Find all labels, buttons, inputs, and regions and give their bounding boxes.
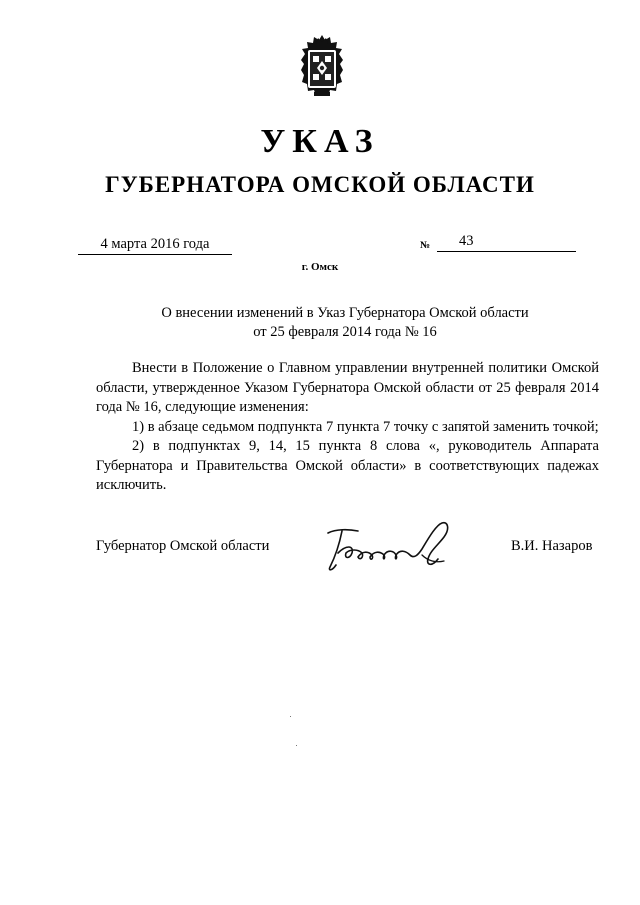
signatory-name: В.И. Назаров — [511, 538, 593, 554]
signatory-position: Губернатор Омской области — [96, 538, 270, 554]
document-subtitle: ГУБЕРНАТОРА ОМСКОЙ ОБЛАСТИ — [105, 172, 535, 197]
subject-line-1: О внесении изменений в Указ Губернатора Омской области — [161, 305, 529, 321]
body-paragraph: Внести в Положение о Главном управлении внутренней политики Омской области, утвержденное Указом Губернатора Омской области от 25 февраля 2014 года № 16, следующие изменения: — [96, 360, 599, 415]
document-date: 4 марта 2016 года — [78, 234, 232, 255]
document-subject — [0, 304, 640, 342]
subject-line-2: от 25 февраля 2014 года № 16 — [253, 324, 437, 340]
scan-speck — [290, 716, 291, 717]
document-number: 43 — [459, 233, 474, 249]
body-paragraph: 1) в абзаце седьмом подпункта 7 пункта 7 точку с запятой заменить точкой; — [132, 418, 599, 435]
coat-of-arms-emblem — [296, 34, 348, 102]
handwritten-signature — [318, 515, 468, 575]
document-number-field — [437, 231, 576, 252]
body-paragraph: 2) в подпунктах 9, 14, 15 пункта 8 слова «, руководитель Аппарата Губернатора и Правительства Омской области» в соответствующих падежах исключить. — [96, 438, 599, 493]
document-title: УКАЗ — [260, 123, 380, 160]
document-body — [96, 359, 599, 496]
number-label: № — [420, 240, 431, 251]
scan-speck — [296, 745, 297, 746]
document-city: г. Омск — [301, 261, 339, 273]
